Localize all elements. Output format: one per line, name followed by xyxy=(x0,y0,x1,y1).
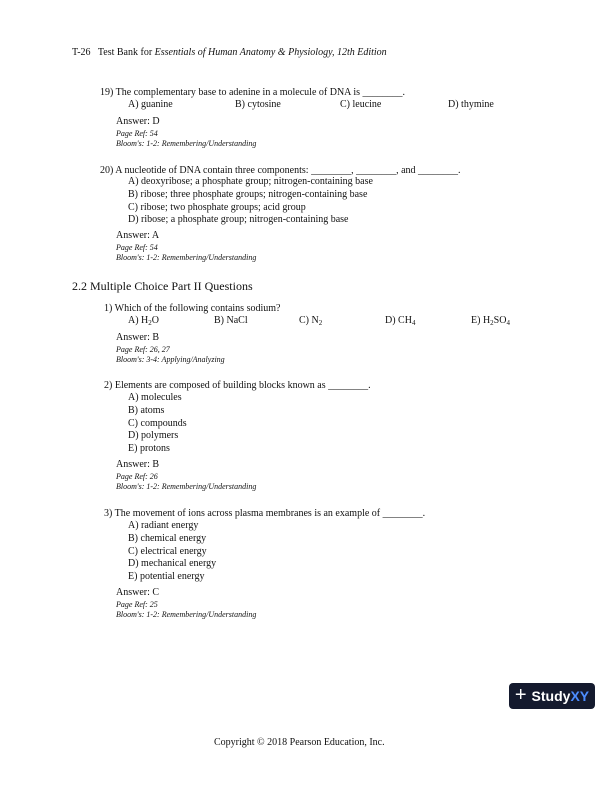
option: E) potential energy xyxy=(128,571,205,583)
option: D) thymine xyxy=(448,99,494,110)
question-20-options xyxy=(128,176,373,227)
option: E) $H_2SO_4$ xyxy=(471,315,510,327)
running-header xyxy=(72,47,387,58)
copyright-footer: Copyright © 2018 Pearson Education, Inc. xyxy=(214,737,385,748)
question-20-text: 20) A nucleotide of DNA contain three components: ________, ________, and ________. xyxy=(100,165,461,176)
page-ref: Page Ref: 54 xyxy=(116,243,158,252)
header-prefix: Test Bank for xyxy=(97,47,153,58)
option: A) deoxyribose; a phosphate group; nitrogen-containing base xyxy=(128,176,373,187)
part2-question-2-options xyxy=(128,392,187,456)
blooms-level: Bloom's: 1-2: Remembering/Understanding xyxy=(116,253,257,262)
studyxy-badge[interactable] xyxy=(509,683,595,709)
option: B) NaCl xyxy=(214,315,248,326)
question-19-options xyxy=(128,99,494,110)
option: D) polymers xyxy=(128,430,179,442)
blooms-level: Bloom's: 1-2: Remembering/Understanding xyxy=(116,139,257,148)
option: C) electrical energy xyxy=(128,545,207,557)
answer: Answer: B xyxy=(116,332,160,343)
page-ref: Page Ref: 26, 27 xyxy=(116,345,170,354)
page-ref: Page Ref: 54 xyxy=(116,129,158,138)
option: B) ribose; three phosphate groups; nitrogen-containing base xyxy=(128,188,368,200)
option: B) chemical energy xyxy=(128,532,207,544)
page-code: T-26 xyxy=(72,47,91,58)
part2-question-2-text: 2) Elements are composed of building blocks known as ________. xyxy=(104,380,371,391)
option: E) protons xyxy=(128,443,170,455)
answer: Answer: A xyxy=(116,230,160,241)
page-ref: Page Ref: 26 xyxy=(116,472,158,481)
option: D) mechanical energy xyxy=(128,558,217,570)
option: D) $CH_4$ xyxy=(385,315,416,327)
answer: Answer: B xyxy=(116,459,160,470)
plus-icon: + xyxy=(514,684,527,706)
answer: Answer: C xyxy=(116,587,160,598)
blooms-level: Bloom's: 3-4: Applying/Analyzing xyxy=(116,355,225,364)
question-19-text: 19) The complementary base to adenine in a molecule of DNA is ________. xyxy=(100,87,406,98)
page-ref: Page Ref: 25 xyxy=(116,600,158,609)
option: D) ribose; a phosphate group; nitrogen-containing base xyxy=(128,214,349,226)
blooms-level: Bloom's: 1-2: Remembering/Understanding xyxy=(116,482,257,491)
option: A) guanine xyxy=(128,99,173,110)
part2-question-3-text: 3) The movement of ions across plasma membranes is an example of ________. xyxy=(104,508,426,519)
book-title: Essentials of Human Anatomy & Physiology, 12th Edition xyxy=(154,47,387,58)
option: C) $N_2$ xyxy=(299,315,323,327)
section-heading: 2.2 Multiple Choice Part II Questions xyxy=(72,279,253,293)
option: A) $H_2O$ xyxy=(128,315,160,327)
option: B) cytosine xyxy=(235,99,281,110)
part2-question-1-text: 1) Which of the following contains sodium? xyxy=(104,303,281,314)
option: C) leucine xyxy=(340,99,382,110)
option: A) radiant energy xyxy=(128,520,199,531)
part2-question-3-options xyxy=(128,520,216,584)
part2-question-1-options xyxy=(128,315,510,326)
option: C) compounds xyxy=(128,417,187,429)
brand-name: StudyXY xyxy=(531,688,590,704)
option: B) atoms xyxy=(128,404,165,416)
answer: Answer: D xyxy=(116,116,160,127)
option: C) ribose; two phosphate groups; acid group xyxy=(128,201,306,213)
option: A) molecules xyxy=(128,392,182,403)
blooms-level: Bloom's: 1-2: Remembering/Understanding xyxy=(116,610,257,619)
